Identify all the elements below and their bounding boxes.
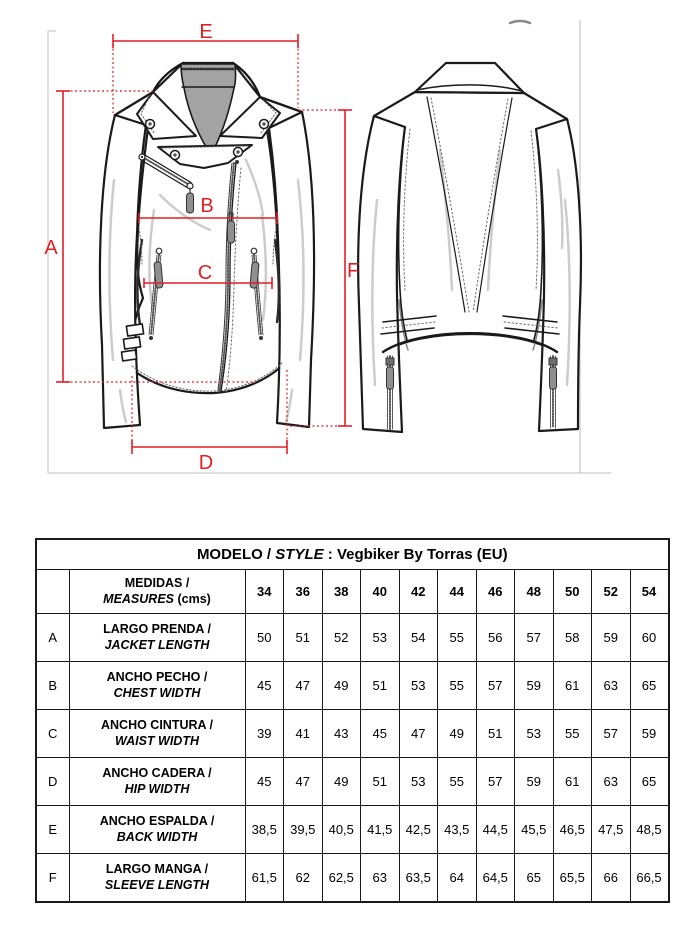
value-cell: 64,5 [476, 854, 515, 903]
measures-header-cell [69, 570, 245, 614]
measure-label-F: F [347, 260, 360, 282]
value-cell: 66,5 [630, 854, 669, 903]
value-cell: 40,5 [322, 806, 361, 854]
row-label-es: LARGO PRENDA / [103, 621, 211, 636]
table-row [36, 614, 669, 662]
row-label-en: BACK WIDTH [116, 829, 198, 844]
table-row [36, 854, 669, 903]
size-column-header: 42 [399, 570, 438, 614]
row-label [69, 758, 245, 806]
value-cell: 44,5 [476, 806, 515, 854]
measures-label-en: MEASURES (cms) [103, 591, 211, 606]
table-row [36, 662, 669, 710]
value-cell: 57 [515, 614, 554, 662]
value-cell: 51 [476, 710, 515, 758]
value-cell: 53 [515, 710, 554, 758]
value-cell: 45 [245, 758, 284, 806]
value-cell: 53 [399, 662, 438, 710]
value-cell: 39 [245, 710, 284, 758]
size-column-header: 40 [361, 570, 400, 614]
value-cell: 51 [361, 662, 400, 710]
value-cell: 52 [322, 614, 361, 662]
row-label [69, 710, 245, 758]
size-column-header: 54 [630, 570, 669, 614]
value-cell: 53 [361, 614, 400, 662]
value-cell: 51 [284, 614, 323, 662]
value-cell: 54 [399, 614, 438, 662]
value-cell: 65,5 [553, 854, 592, 903]
size-table-container [35, 538, 668, 903]
value-cell: 61 [553, 758, 592, 806]
row-label-es: ANCHO CADERA / [102, 765, 212, 780]
dimension-A [56, 91, 70, 382]
value-cell: 43 [322, 710, 361, 758]
row-letter: A [36, 614, 69, 662]
measure-label-E: E [199, 21, 213, 43]
table-title: MODELO / STYLE : Vegbiker By Torras (EU) [36, 539, 669, 570]
value-cell: 59 [515, 758, 554, 806]
value-cell: 45 [245, 662, 284, 710]
value-cell: 49 [322, 662, 361, 710]
cuff-zippers [386, 356, 557, 429]
value-cell: 42,5 [399, 806, 438, 854]
value-cell: 57 [592, 710, 631, 758]
measure-label-A: A [44, 237, 58, 259]
value-cell: 62,5 [322, 854, 361, 903]
value-cell: 62 [284, 854, 323, 903]
size-column-header: 52 [592, 570, 631, 614]
value-cell: 38,5 [245, 806, 284, 854]
value-cell: 63 [592, 662, 631, 710]
value-cell: 57 [476, 662, 515, 710]
value-cell: 58 [553, 614, 592, 662]
size-column-header: 36 [284, 570, 323, 614]
size-column-header: 34 [245, 570, 284, 614]
table-title-row [36, 539, 669, 570]
table-header-row [36, 570, 669, 614]
value-cell: 55 [438, 662, 477, 710]
row-letter: F [36, 854, 69, 903]
size-column-header: 46 [476, 570, 515, 614]
row-label-en: WAIST WIDTH [114, 733, 199, 748]
size-table [35, 538, 670, 903]
value-cell: 63 [361, 854, 400, 903]
value-cell: 60 [630, 614, 669, 662]
row-label [69, 854, 245, 903]
row-letter: C [36, 710, 69, 758]
value-cell: 49 [322, 758, 361, 806]
value-cell: 53 [399, 758, 438, 806]
row-letter: E [36, 806, 69, 854]
value-cell: 49 [438, 710, 477, 758]
value-cell: 39,5 [284, 806, 323, 854]
value-cell: 55 [553, 710, 592, 758]
row-label-en: HIP WIDTH [124, 781, 190, 796]
value-cell: 45 [361, 710, 400, 758]
row-label [69, 806, 245, 854]
size-column-header: 50 [553, 570, 592, 614]
row-letter: D [36, 758, 69, 806]
row-letter: B [36, 662, 69, 710]
jacket-back-drawing [358, 21, 581, 432]
value-cell: 56 [476, 614, 515, 662]
value-cell: 59 [630, 710, 669, 758]
size-column-header: 44 [438, 570, 477, 614]
row-label-es: ANCHO PECHO / [106, 669, 208, 684]
row-label-es: ANCHO CINTURA / [100, 717, 214, 732]
row-label-es: ANCHO ESPALDA / [99, 813, 215, 828]
row-label-es: LARGO MANGA / [105, 861, 209, 876]
value-cell: 61 [553, 662, 592, 710]
measure-label-D: D [198, 452, 214, 474]
value-cell: 59 [515, 662, 554, 710]
value-cell: 45,5 [515, 806, 554, 854]
value-cell: 65 [515, 854, 554, 903]
row-label [69, 614, 245, 662]
value-cell: 47,5 [592, 806, 631, 854]
value-cell: 41 [284, 710, 323, 758]
value-cell: 43,5 [438, 806, 477, 854]
value-cell: 66 [592, 854, 631, 903]
table-row [36, 806, 669, 854]
value-cell: 47 [399, 710, 438, 758]
value-cell: 55 [438, 758, 477, 806]
row-label-en: SLEEVE LENGTH [104, 877, 210, 892]
corner-cell [36, 570, 69, 614]
value-cell: 65 [630, 758, 669, 806]
table-row [36, 758, 669, 806]
jacket-front-drawing [100, 63, 314, 428]
value-cell: 50 [245, 614, 284, 662]
row-label [69, 662, 245, 710]
value-cell: 46,5 [553, 806, 592, 854]
value-cell: 47 [284, 662, 323, 710]
table-row [36, 710, 669, 758]
value-cell: 61,5 [245, 854, 284, 903]
value-cell: 59 [592, 614, 631, 662]
row-label-en: CHEST WIDTH [113, 685, 201, 700]
row-label-en: JACKET LENGTH [104, 637, 210, 652]
hanging-loop [510, 21, 530, 23]
value-cell: 51 [361, 758, 400, 806]
measure-label-B: B [200, 195, 214, 217]
value-cell: 48,5 [630, 806, 669, 854]
size-column-header: 38 [322, 570, 361, 614]
value-cell: 47 [284, 758, 323, 806]
size-column-header: 48 [515, 570, 554, 614]
value-cell: 57 [476, 758, 515, 806]
value-cell: 65 [630, 662, 669, 710]
value-cell: 55 [438, 614, 477, 662]
value-cell: 63 [592, 758, 631, 806]
value-cell: 41,5 [361, 806, 400, 854]
measure-label-C: C [197, 262, 213, 284]
value-cell: 64 [438, 854, 477, 903]
value-cell: 63,5 [399, 854, 438, 903]
measures-label-es: MEDIDAS / [124, 575, 190, 590]
